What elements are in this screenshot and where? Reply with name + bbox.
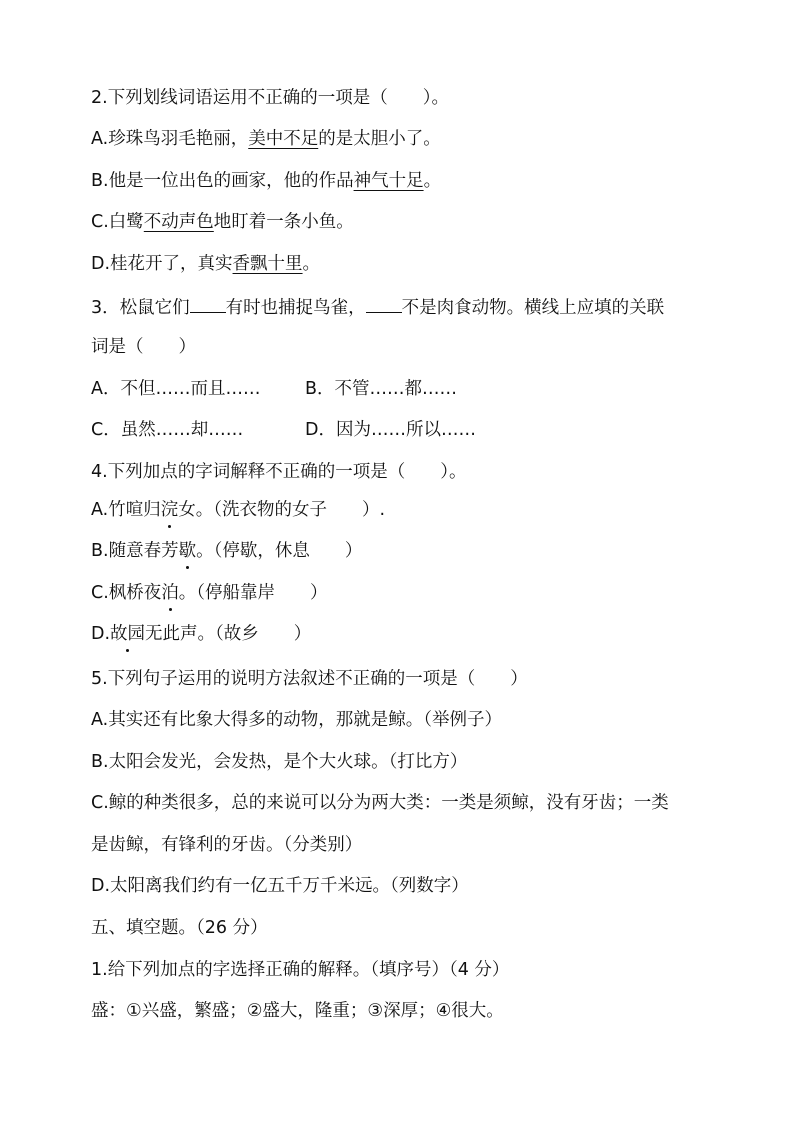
q4-a-text: A.竹喧归 [91, 500, 161, 520]
q4-option-a [91, 498, 753, 522]
q5-option-d: D.太阳离我们约有一亿五千万千米远。（列数字） [91, 876, 469, 896]
q2-stem: 2.下列划线词语运用不正确的一项是（ ）。 [91, 88, 449, 108]
q4-stem: 4.下列加点的字词解释不正确的一项是（ ）。 [91, 462, 467, 482]
q4-b-dotted-char: 歇 [178, 541, 197, 561]
section5-q1-definitions: 盛：①兴盛，繁盛；②盛大，隆重；③深厚；④很大。 [91, 1001, 504, 1021]
q4-c-text-end: 。（停船靠岸 ） [178, 583, 328, 603]
q3-stem [91, 294, 753, 320]
q4-c-dotted-char: 泊 [161, 583, 179, 603]
section5-title: 五、填空题。（26 分） [91, 918, 268, 938]
q3-options-row2 [91, 418, 753, 442]
section5-q1-stem: 1.给下列加点的字选择正确的解释。（填序号）（4 分） [91, 960, 510, 980]
q2-option-c [91, 210, 753, 234]
q2-option-a [91, 127, 753, 151]
q4-b-text-end: 。（停歇，休息 ） [196, 541, 363, 561]
q3-blank-1[interactable] [190, 294, 226, 313]
q2-d-text-end: 。 [302, 254, 321, 274]
q2-c-text: C.白鹭 [91, 212, 144, 232]
q2-d-text: D.桂花开了，真实 [91, 254, 233, 274]
q2-option-d [91, 252, 753, 276]
q3-options-row1 [91, 377, 753, 401]
q2-c-text-end: 地盯着一条小鱼。 [213, 212, 354, 232]
q3-stem-part2: 有时也捕捉鸟雀， [225, 298, 366, 318]
q2-a-text-end: 的是太胆小了。 [318, 129, 441, 149]
q3-stem-part1: 3．松鼠它们 [91, 298, 190, 318]
q4-option-c [91, 581, 753, 605]
q4-a-dotted-char: 浣 [160, 500, 179, 520]
q2-c-underlined: 不动声色 [143, 212, 214, 232]
q3-option-d: D．因为……所以…… [305, 420, 476, 440]
q2-b-text: B.他是一位出色的画家，他的作品 [91, 171, 354, 191]
q4-b-text: B.随意春芳 [91, 541, 179, 561]
q3-blank-2[interactable] [366, 294, 402, 313]
q2-a-text: A.珍珠鸟羽毛艳丽， [91, 129, 249, 149]
q2-option-b [91, 169, 753, 193]
q3-option-a: A．不但……而且…… [91, 379, 261, 399]
q4-option-d [91, 622, 753, 646]
q4-d-text: D. [91, 624, 111, 644]
q2-a-underlined: 美中不足 [248, 129, 319, 149]
q4-c-text: C.枫桥夜 [91, 583, 162, 603]
q5-option-b: B.太阳会发光，会发热，是个大火球。（打比方） [91, 752, 468, 772]
q2-b-text-end: 。 [423, 171, 442, 191]
q3-option-b: B．不管……都…… [305, 379, 458, 399]
q2-b-underlined: 神气十足 [353, 171, 424, 191]
q5-stem: 5.下列句子运用的说明方法叙述不正确的一项是（ ） [91, 669, 528, 689]
q4-d-dotted-chars: 故园 [110, 624, 146, 644]
q4-d-text-end: 无此声。（故乡 ） [145, 624, 312, 644]
q5-option-c-line2: 是齿鲸，有锋利的牙齿。（分类别） [91, 835, 363, 855]
q4-option-b [91, 539, 753, 563]
q2-d-underlined: 香飘十里 [232, 254, 303, 274]
q3-stem-continued: 词是（ ） [91, 337, 196, 357]
q3-stem-part3: 不是肉食动物。横线上应填的关联 [401, 298, 665, 318]
q3-option-c: C．虽然……却…… [91, 420, 244, 440]
q4-a-text-end: 女。（洗衣物的女子 ）. [178, 500, 386, 520]
q5-option-a: A.其实还有比象大得多的动物，那就是鲸。（举例子） [91, 710, 502, 730]
q5-option-c-line1: C.鲸的种类很多，总的来说可以分为两大类：一类是须鲸，没有牙齿；一类 [91, 793, 669, 813]
